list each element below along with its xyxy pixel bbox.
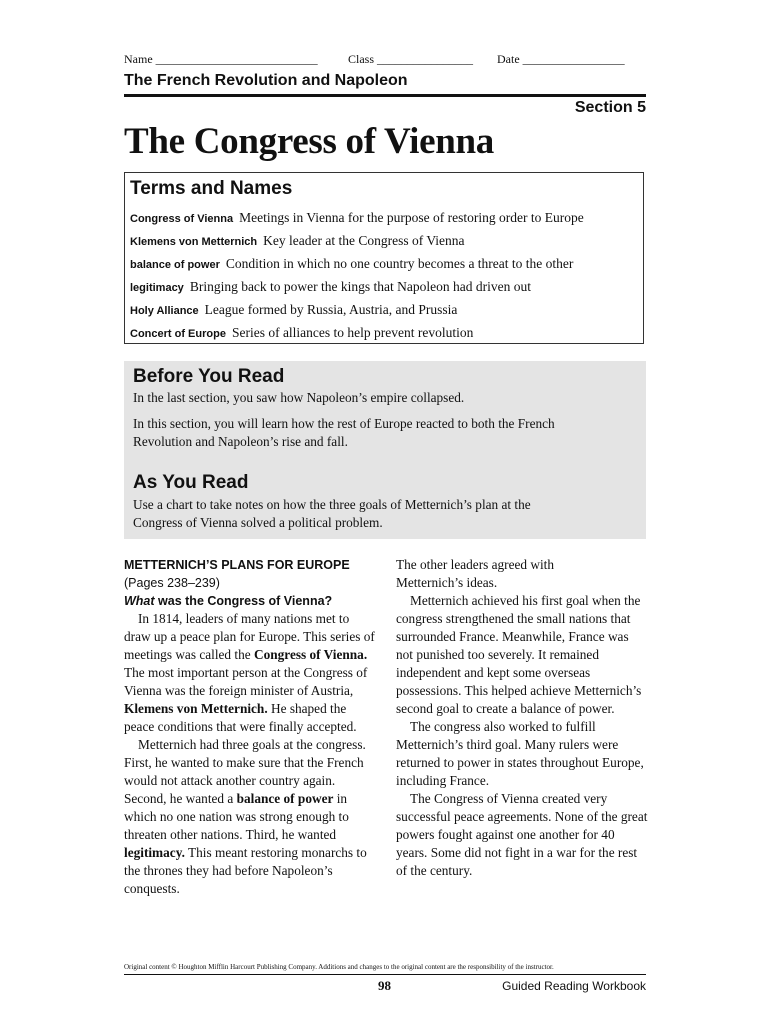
workbook-title: Guided Reading Workbook [502, 979, 646, 993]
pages-range: 238–239) [167, 576, 220, 590]
paragraph: The Congress of Vienna created very successful peace agreements. None of the great powers fought against one another for 40 years. Some did not fight in a war for the rest of the century. [396, 791, 648, 878]
key-term: Congress of Vienna. [253, 647, 368, 662]
key-term: balance of power [236, 791, 334, 806]
term-name: balance of power [130, 259, 220, 271]
key-term: Klemens von Metternich. [124, 701, 268, 716]
name-field[interactable]: Name ___________________________ [124, 52, 318, 66]
guiding-question [124, 592, 376, 610]
unit-title: The French Revolution and Napoleon [124, 72, 408, 89]
term-name: Concert of Europe [130, 328, 226, 340]
question-word: What [124, 594, 155, 608]
term-name: legitimacy [130, 282, 184, 294]
as-you-read-text: Use a chart to take notes on how the three goals of Metternich’s plan at the Congress of Vienna solved a political problem. [133, 497, 531, 530]
copyright-credit: Original content © Houghton Mifflin Harcourt Publishing Company. Additions and changes to the original content are the responsibility of the instructor. [124, 963, 554, 971]
term-name: Congress of Vienna [130, 213, 234, 225]
term-definition: Bringing back to power the kings that Napoleon had driven out [189, 279, 531, 294]
text-run: Metternich had three goals at the congress. First, he wanted to make sure that the French would not attack another country again. Second, he wanted a [124, 737, 366, 806]
key-term: legitimacy. [124, 845, 185, 860]
paragraph: The other leaders agreed with Metternich’s ideas. [396, 557, 555, 590]
text-run: The most important person at the Congress of Vienna was the foreign minister of Austria, [124, 665, 368, 698]
text-run: This meant restoring monarchs to the thrones they had before Napoleon’s conquests. [124, 845, 367, 896]
term-row [130, 279, 531, 295]
before-you-read-heading: Before You Read [133, 366, 285, 387]
term-definition: League formed by Russia, Austria, and Prussia [204, 302, 458, 317]
right-column [396, 556, 648, 880]
reading-guide-box [124, 361, 646, 539]
page-number: 98 [378, 978, 391, 993]
footer-rule [124, 974, 646, 975]
section-label: Section 5 [574, 99, 646, 116]
paragraph [124, 736, 376, 898]
term-definition: Series of alliances to help prevent revolution [231, 325, 474, 340]
as-you-read-heading: As You Read [133, 472, 249, 493]
text-run: In 1814, leaders of many nations met to draw up a peace plan for Europe. This series of meetings was called the [124, 611, 375, 662]
paragraph: Metternich achieved his first goal when the congress strengthened the small nations that surrounded France. Meanwhile, France was not punished too severely. It remained independent and kept some overseas possessions. This helped achieve Metternich’s second goal to create a balance of power. [396, 593, 642, 716]
term-row [130, 302, 457, 318]
text-run: He shaped the peace conditions that were finally accepted. [124, 701, 357, 734]
section-heading-text: METTERNICH’S PLANS FOR EUROPE [124, 558, 350, 572]
page-title: The Congress of Vienna [124, 121, 494, 162]
term-name: Holy Alliance [130, 305, 199, 317]
term-row [130, 210, 584, 226]
header-rule [124, 94, 646, 97]
term-row [130, 325, 473, 341]
before-you-read-text-2: In this section, you will learn how the rest of Europe reacted to both the French Revolution and Napoleon’s rise and fall. [133, 416, 555, 449]
paragraph: The congress also worked to fulfill Metternich’s third goal. Many rulers were returned to power in states throughout Europe, including France. [396, 719, 644, 788]
paragraph [124, 610, 376, 736]
question-text: was the Congress of Vienna? [158, 594, 333, 608]
section-heading [124, 556, 376, 592]
term-row [130, 233, 465, 249]
terms-and-names-box [124, 172, 644, 344]
date-field[interactable]: Date _________________ [497, 52, 625, 66]
left-column [124, 556, 376, 898]
before-you-read-text-1: In the last section, you saw how Napoleon’s empire collapsed. [133, 390, 465, 405]
text-run: in which no one nation was strong enough to threaten other nations. Third, he wanted [124, 791, 349, 842]
term-row [130, 256, 573, 272]
pages-prefix: (Pages [124, 576, 164, 590]
term-name: Klemens von Metternich [130, 236, 258, 248]
term-definition: Key leader at the Congress of Vienna [263, 233, 465, 248]
class-field[interactable]: Class ________________ [348, 52, 474, 66]
term-definition: Meetings in Vienna for the purpose of restoring order to Europe [239, 210, 584, 225]
term-definition: Condition in which no one country becomes a threat to the other [225, 256, 574, 271]
terms-heading: Terms and Names [130, 178, 293, 199]
